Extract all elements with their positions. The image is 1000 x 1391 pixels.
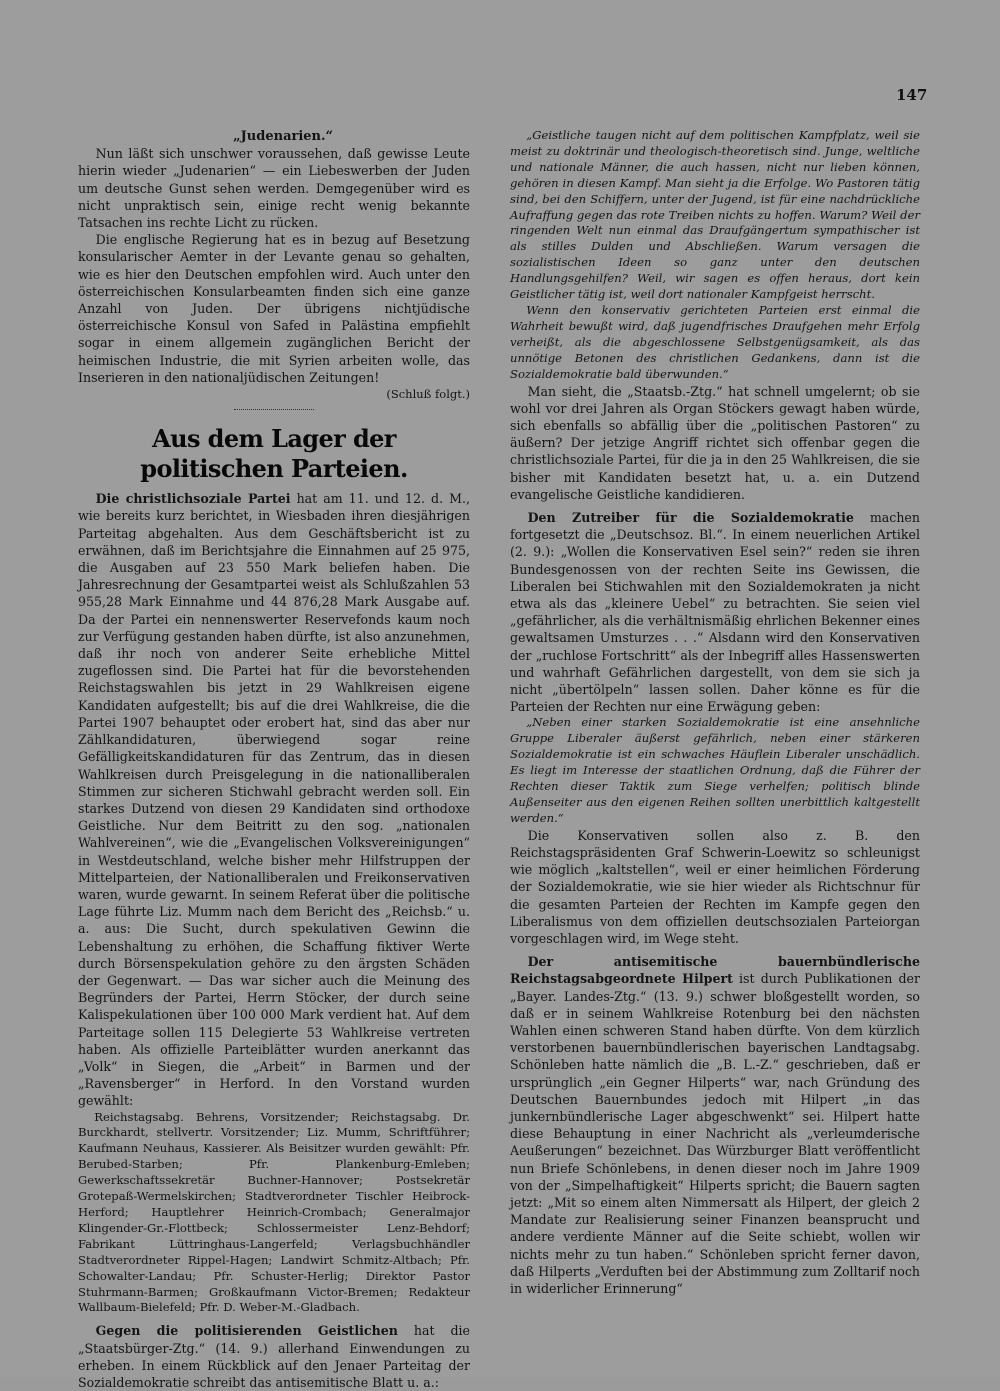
hilpert-text: ist durch Publikationen der „Bayer. Landes-Ztg.“ (13. 9.) schwer bloßgestellt worden, so daß er in seinem Wahlkreise Rotenburg bei den nächsten Wahlen einen schweren Stand haben dürfte. Von dem kürzlich verstorbenen bauernbündlerischen bayerischen Landtagsabg. Schönleben hatte nämlich die „B. L.-Z.“ geschrieben, daß er ursprünglich „ein Gegner Hilperts“ war, nach Gründung des Deutschen Bauernbundes jedoch mit Hilpert „in das junkernbündlerische Lager abgeschwenkt“ sei. Hilpert hatte diese Behauptung in einer Nachricht als „verleumderische Aeußerungen“ bezeichnet. Das Würzburger Blatt veröffentlicht nun Briefe Schönlebens, in denen dieser noch im Jahre 1909 von der „Simpelhaftigkeit“ Hilperts spricht; die Bauern sagten jetzt: „Mit so einem alten Nimmersatt als Hilpert, der gleich 2 Mandate zur Realisierung seiner Finanzen beansprucht und andere verdiente Männer auf die Seite schiebt, wollen wir nichts mehr zu tun haben.“ Schönleben spricht ferner davon, daß Hilperts „Verduften bei der Abstimmung zum Zolltarif noch in widerlicher Erinnerung“ bbox=[510, 971, 920, 1296]
judenarien-paragraph-2-text: Die englische Regierung hat es in bezug auf Besetzung konsularischer Aemter in der Levante genau so gehalten, wie es hier den Deutschen empfohlen wird. Auch unter den österreichischen Konsularbeamten finden sich eine ganze Anzahl von Juden. Der übrigens nichtjüdische österreichische Konsul von Safed in Palästina empfiehlt sogar in einem allgemein zugänglichen Bericht der heimischen Industrie, die mit Syrien arbeiten wolle, das Inserieren in den nationaljüdischen Zeitungen! bbox=[78, 232, 470, 385]
judenarien-paragraph-1: Nun läßt sich unschwer voraussehen, daß gewisse Leute hierin wieder „Judenarien“ — ein Liebeswerben der Juden um deutsche Gunst sehen werden. Demgegenüber wird es nicht unpraktisch sein, einige recht wenig bekannte Tatsachen ins rechte Licht zu rücken. bbox=[78, 146, 470, 231]
geistliche-lead: Gegen die politisierenden Geistlichen bbox=[95, 1323, 398, 1339]
hilpert-lead: Der antisemitische bauernbündlerische Reichstagsabgeordnete Hilpert bbox=[510, 954, 920, 987]
csp-text: hat am 11. und 12. d. M., wie bereits kurz berichtet, in Wiesbaden ihren diesjährigen Parteitag abgehalten. Aus dem Geschäftsbericht ist zu erwähnen, daß im Berichtsjahre die Einnahmen auf 25 975, die Ausgaben auf 23 550 Mark beliefen haben. Die Jahresrechnung der Gesamtpartei weist als Schlußzahlen 53 955,28 Mark Einnahme und 44 876,28 Mark Ausgabe auf. Da der Partei ein nennenswerter Reservefonds kaum noch zur Verfügung gestanden haben dürfte, ist also anzunehmen, daß ihr noch von anderer Seite erhebliche Mittel zugeflossen sind. Die Partei hat für die bevorstehenden Reichstagswahlen bis jetzt in 29 Wahlkreisen eigene Kandidaten aufgestellt; bis auf die drei Wahlkreise, die die Partei 1907 behauptet oder erobert hat, sind das aber nur Zählkandidaturen, überwiegend sogar reine Gefälligkeitskandidaturen für das Zentrum, das in diesen Wahlkreisen durch Preisgelegung in die nationalliberalen Stimmen zur sicheren Stichwahl gebracht werden soll. Ein starkes Dutzend von diesen 29 Kandidaten sind orthodoxe Geistliche. Nur dem Beitritt zu den sog. „nationalen Wahlvereinen“, wie die „Evangelischen Volksvereinigungen“ in Westdeutschland, welche bisher mehr Hilfstruppen der Mittelparteien, der Nationalliberalen und Freikonservativen waren, wurde gewarnt. In seinem Referat über die politische Lage führte Liz. Mumm nach dem Bericht des „Reichsb.“ u. a. aus: Die Sucht, durch spekulativen Gewinn die Lebenshaltung zu erhöhen, die Schaffung fiktiver Werte durch Börsenspekulation gehöre zu den ärgsten Schäden der Gegenwart. — Das war sicher auch die Meinung des Begründers der Partei, Herrn Stöcker, der durch seine Kalispekulationen über 100 000 Mark verdient hat. Auf dem Parteitage sollen 115 Delegierte 53 Wahlkreise vertreten haben. Als offizielle Parteiblätter wurden anerkannt das „Volk“ in Siegen, die „Arbeit“ in Barmen und der „Ravensberger“ in Herford. In den Vorstand wurden gewählt: bbox=[78, 491, 470, 1109]
csp-lead: Die christlichsoziale Partei bbox=[95, 491, 291, 507]
judenarien-paragraph-2 bbox=[78, 231, 470, 402]
section-divider bbox=[234, 409, 314, 410]
judenarien-heading: „Judenarien.“ bbox=[233, 129, 334, 144]
main-heading: Aus dem Lager der politischen Parteien. bbox=[140, 424, 408, 484]
zutreiber-paragraph bbox=[510, 509, 920, 715]
quote-paragraph-2: Wenn den konservativ gerichteten Parteien erst einmal die Wahrheit bewußt wird, daß jugendfrisches Draufgehen mehr Erfolg verheißt, als die abgeschlossene Selbstgenügsamkeit, als das unnötige Betonen des christlichen Gedankens, dann ist die Sozialdemokratie bald überwunden.“ bbox=[510, 302, 920, 381]
left-column bbox=[78, 128, 470, 1391]
commentary-paragraph: Man sieht, die „Staatsb.-Ztg.“ hat schnell umgelernt; ob sie wohl vor drei Jahren als Organ Stöckers gewagt haben würde, sich ebenfalls so abfällig über die „politischen Pastoren“ zu äußern? Der jetzige Angriff richtet sich offenbar gegen die christlichsoziale Partei, für die ja in den 25 Wahlkreisen, die sie bisher mit Kandidaten besetzt hat, u. a. ein Dutzend evangelische Geistliche kandidieren. bbox=[510, 383, 920, 502]
board-members-list: Reichstagsabg. Behrens, Vorsitzender; Reichstagsabg. Dr. Burckhardt, stellvertr. Vorsitzender; Liz. Mumm, Schriftführer; Kaufmann Neuhaus, Kassierer. Als Beisitzer wurden gewählt: Pfr. Berubed-Starben; Pfr. Plankenburg-Emleben; Gewerkschaftssekretär Buchner-Hannover; Postsekretär Grotepaß-Wermelskirchen; Stadtverordneter Tischler Heibrock-Herford; Hauptlehrer Heinrich-Crombach; Generalmajor Klingender-Gr.-Flottbeck; Schlossermeister Lenz-Behdorf; Fabrikant Lüttringhaus-Langerfeld; Verlagsbuchhändler Stadtverordneter Rippel-Hagen; Landwirt Schmitz-Altbach; Pfr. Schowalter-Landau; Pfr. Schuster-Herlig; Direktor Pastor Stuhrmann-Barmen; Großkaufmann Victor-Bremen; Redakteur Wallbaum-Bielefeld; Pfr. D. Weber-M.-Gladbach. bbox=[78, 1109, 470, 1315]
csp-paragraph bbox=[78, 490, 470, 1109]
right-column bbox=[510, 128, 920, 1297]
quote-paragraph-1: „Geistliche taugen nicht auf dem politischen Kampfplatz, weil sie meist zu doktrinär und theologisch-theoretisch sind. Junge, weltliche und nationale Männer, die auch hassen, nicht nur lieben können, gehören in diesen Kampf. Man sieht ja die Erfolge. Wo Pastoren tätig sind, bei den Schiffern, unter der Jugend, ist für eine nachdrückliche Aufraffung gegen das rote Treiben nichts zu hoffen. Warum? Weil der ringenden Welt nun einmal das Draufgängertum sympathischer ist als stilles Dulden und Abschließen. Warum versagen die sozialistischen Ideen so ganz unter den deutschen Handlungsgehilfen? Weil, wir sagen es offen heraus, dort kein Geistlicher tätig ist, weil dort nationaler Kampfgeist herrscht. bbox=[510, 128, 920, 302]
geistliche-paragraph bbox=[78, 1322, 470, 1391]
zutreiber-lead: Den Zutreiber für die Sozialdemokratie bbox=[527, 509, 854, 525]
zutreiber-paragraph-2: Die Konservativen sollen also z. B. den Reichstagspräsidenten Graf Schwerin-Loewitz so schleunigst wie möglich „kaltstellen“, weil er einer heimlichen Förderung der Sozialdemokratie, wie sie hier wieder als Richtschnur für die gesamten Parteien der Rechten im Kampfe gegen den Liberalismus von dem offiziellen deutschsozialen Parteiorgan vorgeschlagen wird, im Wege steht. bbox=[510, 827, 920, 946]
hilpert-paragraph bbox=[510, 953, 920, 1297]
continued-note: (Schluß folgt.) bbox=[386, 387, 470, 402]
geistliche-text: hat die „Staatsbürger-Ztg.“ (14. 9.) allerhand Einwendungen zu erheben. In einem Rückblick auf den Jenaer Parteitag der Sozialdemokratie schreibt das antisemitische Blatt u. a.: bbox=[78, 1323, 470, 1390]
zutreiber-quote: „Neben einer starken Sozialdemokratie ist eine ansehnliche Gruppe Liberaler äußerst gefährlich, neben einer stärkeren Sozialdemokratie ist ein schwaches Häuflein Liberaler unschädlich. Es liegt im Interesse der staatlichen Ordnung, daß die Führer der Rechten dieser Taktik zum Siege verhelfen; politisch blinde Außenseiter aus den eigenen Reihen sollten unerbittlich kaltgestellt werden.“ bbox=[510, 715, 920, 825]
zutreiber-text: machen fortgesetzt die „Deutschsoz. Bl.“. In einem neuerlichen Artikel (2. 9.): „Wollen die Konservativen Esel sein?“ reden sie ihren Bundesgenossen von der rechten Seite ins Gewissen, die Liberalen bei Stichwahlen mit den Sozialdemokraten ja nicht etwa als das „kleinere Uebel“ zu betrachten. Sie seien viel „gefährlicher, als die verhältnismäßig ehrlichen Bekenner eines gewaltsamen Umsturzes . . .“ Alsdann wird den Konservativen der „ruchlose Fortschritt“ als der Inbegriff alles Hassenswerten und wahrhaft Gefährlichen dargestellt, von dem sie sich ja nicht „übertölpeln“ lassen sollen. Daher könne es für die Parteien der Rechten nur eine Erwägung geben: bbox=[510, 509, 920, 715]
page-number: 147 bbox=[896, 86, 928, 104]
